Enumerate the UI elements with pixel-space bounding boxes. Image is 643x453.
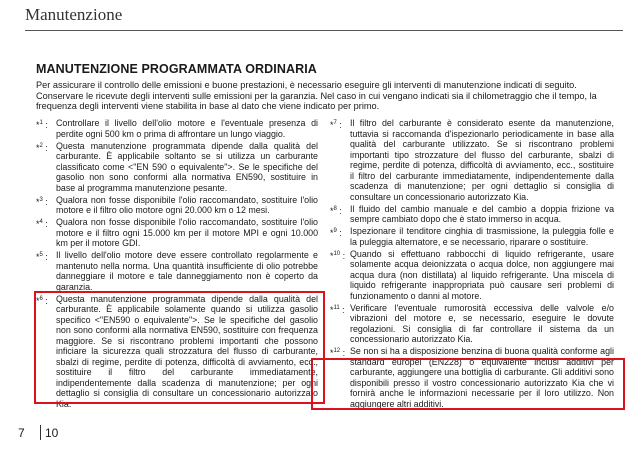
note-3 — [36, 195, 318, 216]
note-marker: *$^6$ : — [36, 295, 48, 306]
note-text: Qualora non fosse disponibile l'olio raccomandato, sostituire l'olio motore e il filtro ogni 15.000 km per il motore MPI e ogni 10.000 km per il motore GDI. — [56, 217, 318, 248]
note-10 — [330, 249, 614, 302]
highlight-box-note-6 — [34, 291, 325, 404]
note-text: Se non si ha a disposizione benzina di buona qualità conforme agli standard europei (EN228) o equivalente inclusi additivi per carburante, aggiungere una bottiglia di carburante. Gli additivi sono disponibili presso il vostro concessionario autorizzato Kia che vi fornirà anche le informazioni necessarie per il loro utilizzo. Non aggiungere altri additivi. — [350, 346, 614, 409]
header-divider — [25, 30, 623, 31]
note-9 — [330, 226, 614, 247]
note-8 — [330, 204, 614, 225]
note-marker: *$^7$ : — [330, 119, 342, 130]
note-text: Questa manutenzione programmata dipende dalla qualità del carburante. È applicabile soltanto se si utilizza un carburante classificato come <"EN 590 o equivalente">. Se le specifiche del gasolio non sono conformi alla normativa EN590, sostituire in base al programma manutenzione pesante. — [56, 140, 318, 193]
chapter-number: 7 — [18, 426, 25, 440]
note-text: Verificare l'eventuale rumorosità eccessiva delle valvole e/o vibrazioni del motore e, se necessario, eseguire le dovute regolazioni. Si consiglia di far controllare il sistema da un concessionario autorizzato Kia. — [350, 302, 614, 344]
note-marker: *$^5$ : — [36, 251, 48, 262]
note-marker: *$^8$ : — [330, 205, 342, 216]
intro-paragraph: Per assicurare il controllo delle emissioni e buone prestazioni, è necessario eseguire gli interventi di manutenzione indicati di seguito. Conservare le ricevute degli interventi sulle emissioni per la garanzia. Nel caso in cui vengano indicati sia il chilometraggio che il tempo, la frequenza degli interventi viene stabilita in base al dato che viene indicato per primo. — [36, 80, 597, 112]
note-marker: *$^4$ : — [36, 218, 48, 229]
note-marker: *$^1$ : — [36, 119, 48, 130]
note-text: Il livello dell'olio motore deve essere controllato regolarmente e mantenuto nella norma. Una quantità insufficiente di olio potrebbe danneggiare il motore e tale danneggiamento non è coperto da garanzia. — [56, 250, 318, 292]
note-marker: *$^{10}$ : — [330, 250, 346, 261]
note-1 — [36, 118, 318, 139]
note-marker: *$^2$ : — [36, 142, 48, 153]
page-number: 10 — [45, 426, 59, 440]
header-title: Manutenzione — [25, 5, 123, 24]
note-2 — [36, 141, 318, 194]
note-marker: *$^{12}$ : — [330, 347, 346, 358]
note-text: Il fluido del cambio manuale e del cambio a doppia frizione va sempre cambiato dopo che è stato immerso in acqua. — [350, 203, 614, 224]
note-marker: *$^3$ : — [36, 196, 48, 207]
note-text: Questa manutenzione programmata dipende dalla qualità del carburante. È applicabile solamente quando si utilizza gasolio specifico <"EN590 o equivalente">. Se le specifiche del gasolio non sono conformi alla normativa EN590, sostituire con frequenza maggiore. Se si riscontrano problemi importanti che possono inficiare la sicurezza quali strozzatura del flusso di carburante, sbalzi di regime, perdite di potenza, difficoltà di avviamento, ecc., sostituire il filtro del carburante immediatamente, indipendentemente dalla scadenza di manutenzione; per ogni dettaglio si consiglia di consultare un concessionario autorizzato Kia. — [56, 293, 318, 409]
note-text: Ispezionare il tenditore cinghia di trasmissione, la puleggia folle e la puleggia alternatore, e se necessario, riparare o sostituire. — [350, 226, 614, 247]
note-5 — [36, 250, 318, 292]
note-marker: *$^{11}$ : — [330, 304, 345, 315]
note-marker: *$^9$ : — [330, 227, 342, 238]
note-11 — [330, 303, 614, 345]
note-text: Qualora non fosse disponibile l'olio raccomandato, sostituire l'olio motore e il filtro olio motore ogni 20.000 km o 12 mesi. — [56, 194, 318, 215]
note-text: Controllare il livello dell'olio motore e l'eventuale presenza di perdite ogni 500 km o prima di affrontare un lungo viaggio. — [56, 118, 318, 139]
note-text: Il filtro del carburante è considerato esente da manutenzione, tuttavia si raccomanda d'ispezionarlo periodicamente in base alla qualità del carburante utilizzato. Se si riscontrano problemi importanti tipo strozzature del flusso del carburante, sbalzi di regime, perdite di potenza, difficoltà di avviamento, ecc., sostituire il filtro del carburante immediatamente, indipendentemente dalla scadenza di manutenzione; per ogni dettaglio si consiglia di consultare un concessionario autorizzato Kia. — [350, 118, 614, 202]
note-4 — [36, 217, 318, 249]
highlight-box-note-12 — [311, 358, 625, 410]
note-7 — [330, 118, 614, 202]
note-text: Quando si effettuano rabbocchi di liquido refrigerante, usare solamente acqua deionizzata o acqua dolce, non aggiungere mai acqua dura (non distillata) al liquido refrigerante. Una miscela di liquido refrigerante inappropriata può causare seri problemi di funzionamento o danni al motore. — [350, 248, 614, 301]
section-title: MANUTENZIONE PROGRAMMATA ORDINARIA — [36, 62, 317, 76]
footer-divider — [40, 425, 41, 440]
